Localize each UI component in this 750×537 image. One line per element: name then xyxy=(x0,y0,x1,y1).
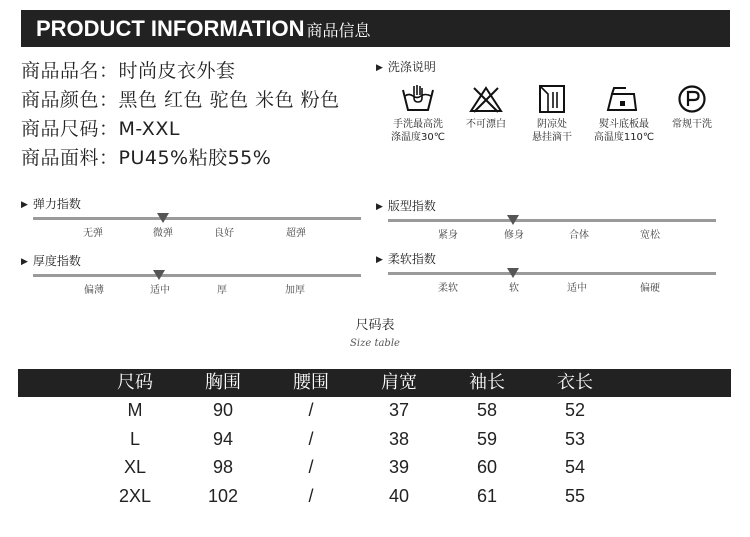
hand-wash-icon xyxy=(400,84,436,114)
column-header: 袖长 xyxy=(469,372,505,393)
table-cell: 61 xyxy=(476,486,498,506)
column-header: 肩宽 xyxy=(381,372,417,393)
table-cell: 39 xyxy=(388,457,410,477)
scale-line xyxy=(388,219,716,222)
table-cell: 94 xyxy=(212,429,234,449)
table-cell: 53 xyxy=(564,429,586,449)
table-cell: 60 xyxy=(476,457,498,477)
table-row xyxy=(0,425,750,453)
table-cell: 55 xyxy=(564,486,586,506)
size-table-title: 尺码表 xyxy=(355,318,395,333)
scale-title: ▶ 弹力指数 xyxy=(21,197,81,211)
scale-label: 适中 xyxy=(150,285,170,296)
scale-label: 柔软 xyxy=(438,283,458,294)
triangle-bullet-icon: ▶ xyxy=(376,63,383,73)
shade-dry-icon xyxy=(534,84,570,114)
triangle-bullet-icon: ▶ xyxy=(376,202,383,212)
triangle-bullet-icon: ▶ xyxy=(376,255,383,265)
scale-title: ▶ 柔软指数 xyxy=(376,252,436,266)
table-cell: 37 xyxy=(388,400,410,420)
wash-section-title: ▶ 洗涤说明 xyxy=(376,60,436,74)
scale-label: 加厚 xyxy=(285,285,305,296)
table-cell: 98 xyxy=(212,457,234,477)
wash-item-iron: 熨斗底板最 高温度110℃ xyxy=(584,84,664,144)
wash-item-dry-clean: 常规干洗 xyxy=(652,84,732,131)
table-cell: / xyxy=(308,457,314,477)
scale-marker xyxy=(157,213,169,223)
table-row xyxy=(0,396,750,424)
table-cell: 59 xyxy=(476,429,498,449)
column-header: 胸围 xyxy=(205,372,241,393)
scale-label: 偏硬 xyxy=(640,283,660,294)
scale-label: 软 xyxy=(509,283,519,294)
scale-line xyxy=(388,272,716,275)
wash-item-shade-dry: 阴凉处 悬挂滴干 xyxy=(512,84,592,144)
page-title xyxy=(36,15,370,46)
wash-icons xyxy=(388,84,718,154)
table-cell: 90 xyxy=(212,400,234,420)
scale-marker xyxy=(507,215,519,225)
column-header: 衣长 xyxy=(557,372,593,393)
table-cell: 38 xyxy=(388,429,410,449)
scale-marker xyxy=(153,270,165,280)
table-cell: / xyxy=(308,486,314,506)
scale-label: 适中 xyxy=(567,283,587,294)
title-cn: 商品信息 xyxy=(306,23,371,40)
table-cell: L xyxy=(129,429,141,449)
table-row xyxy=(0,453,750,481)
scale-label: 宽松 xyxy=(640,230,660,241)
table-cell: / xyxy=(308,400,314,420)
scale-label: 无弹 xyxy=(83,228,103,239)
scale-line xyxy=(33,274,361,277)
size-table-header xyxy=(18,369,731,397)
table-cell: 52 xyxy=(564,400,586,420)
table-cell: 40 xyxy=(388,486,410,506)
dry-clean-icon xyxy=(674,84,710,114)
scale-title: ▶ 版型指数 xyxy=(376,199,436,213)
product-colors: 商品颜色：黑色 红色 驼色 米色 粉色 xyxy=(21,89,340,111)
table-row xyxy=(0,482,750,510)
table-cell: M xyxy=(127,400,143,420)
scale-label: 微弹 xyxy=(153,228,173,239)
scale-label: 良好 xyxy=(214,228,234,239)
table-cell: XL xyxy=(123,457,147,477)
scale-label: 紧身 xyxy=(438,230,458,241)
product-fabric: 商品面料：PU45%粘胶55% xyxy=(21,147,272,169)
scale-label: 厚 xyxy=(217,285,227,296)
table-cell: 102 xyxy=(207,486,239,506)
size-table-subtitle: Size table xyxy=(350,338,400,349)
scale-title: ▶ 厚度指数 xyxy=(21,254,81,268)
elasticity-scale xyxy=(21,197,361,242)
scale-label: 偏薄 xyxy=(84,285,104,296)
scale-label: 超弹 xyxy=(286,228,306,239)
product-info xyxy=(21,57,340,173)
iron-icon xyxy=(604,84,644,114)
fit-scale xyxy=(376,199,716,244)
table-cell: / xyxy=(308,429,314,449)
scale-label: 修身 xyxy=(504,230,524,241)
no-bleach-icon xyxy=(468,84,504,114)
wash-item-no-bleach: 不可漂白 xyxy=(446,84,526,131)
title-en: PRODUCT INFORMATION xyxy=(36,16,305,41)
scale-line xyxy=(33,217,361,220)
scale-label: 合体 xyxy=(569,230,589,241)
table-cell: 54 xyxy=(564,457,586,477)
thickness-scale xyxy=(21,254,361,299)
product-name: 商品品名：时尚皮衣外套 xyxy=(21,60,236,82)
header-bar xyxy=(21,10,730,47)
column-header: 腰围 xyxy=(293,372,329,393)
wash-item-hand-wash: 手洗最高洗 涤温度30℃ xyxy=(378,84,458,144)
table-cell: 2XL xyxy=(118,486,152,506)
scale-marker xyxy=(507,268,519,278)
softness-scale xyxy=(376,252,716,297)
triangle-bullet-icon: ▶ xyxy=(21,257,28,267)
column-header: 尺码 xyxy=(117,372,153,393)
triangle-bullet-icon: ▶ xyxy=(21,200,28,210)
product-sizes: 商品尺码：M-XXL xyxy=(21,118,180,140)
table-cell: 58 xyxy=(476,400,498,420)
